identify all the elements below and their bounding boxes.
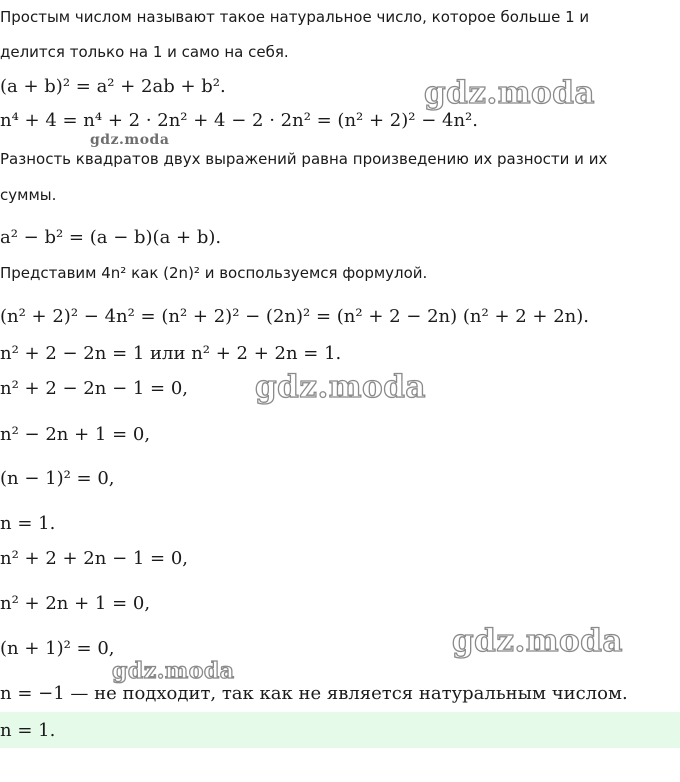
formula-case1-step1: n² + 2 − 2n − 1 = 0, [0,378,189,399]
formula-difference-of-squares: a² − b² = (a − b)(a + b). [0,227,222,248]
watermark-logo: gdz.moda [452,623,623,659]
text-line-2: делится только на 1 и само на себя. [0,43,289,61]
watermark-logo: gdz.moda [112,658,235,684]
watermark-logo: gdz.moda [255,369,426,405]
text-line-8: Представим 4n² как (2n)² и воспользуемся формулой. [0,264,428,282]
formula-case2-step3: (n + 1)² = 0, [0,638,115,659]
answer-text: n = 1. [0,720,56,741]
formula-cases: n² + 2 − 2n = 1 или n² + 2 + 2n = 1. [0,343,342,364]
text-line-5: Разность квадратов двух выражений равна произведению их разности и их [0,150,608,168]
answer-highlight [0,712,680,748]
formula-expansion: n⁴ + 4 = n⁴ + 2 · 2n² + 4 − 2 · 2n² = (n² + 2)² − 4n². [0,110,478,131]
formula-case2-result: n = −1 — не подходит, так как не является натуральным числом. [0,683,628,704]
text-line-6: суммы. [0,186,57,204]
watermark-logo: gdz.moda [424,75,595,111]
formula-case1-step3: (n − 1)² = 0, [0,468,115,489]
formula-case2-step2: n² + 2n + 1 = 0, [0,593,151,614]
formula-case1-result: n = 1. [0,513,56,534]
formula-case1-step2: n² − 2n + 1 = 0, [0,424,151,445]
formula-factorization: (n² + 2)² − 4n² = (n² + 2)² − (2n)² = (n² + 2 − 2n) (n² + 2 + 2n). [0,306,590,327]
formula-square-of-sum: (a + b)² = a² + 2ab + b². [0,76,226,97]
watermark-logo-small: gdz.moda [90,132,170,148]
formula-case2-step1: n² + 2 + 2n − 1 = 0, [0,548,189,569]
text-line-1: Простым числом называют такое натуральное число, которое больше 1 и [0,8,590,26]
